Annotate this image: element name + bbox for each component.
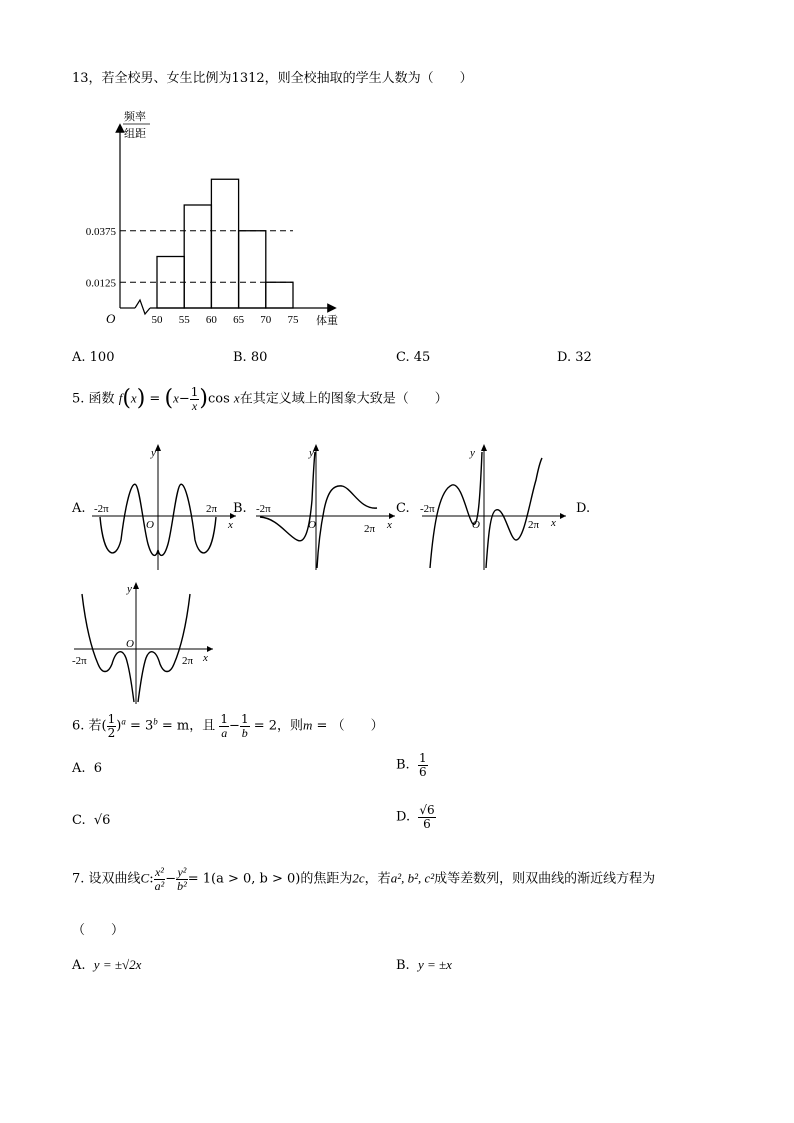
- graph-b-y: y: [309, 447, 314, 459]
- graph-d-x: x: [203, 652, 208, 664]
- graph-b-x: x: [387, 519, 392, 531]
- x-tick-label: 60: [205, 314, 217, 326]
- q13-stem: 13，若全校男、女生比例为1312，则全校抽取的学生人数为（ ）: [72, 71, 473, 86]
- q13-histogram: [70, 100, 360, 335]
- q5-option-d-label[interactable]: D.: [576, 501, 591, 516]
- q7-option-b[interactable]: B. y = ±x: [396, 957, 452, 973]
- graph-c-x: x: [551, 517, 556, 529]
- q5-option-c-label[interactable]: C.: [396, 501, 410, 516]
- ylabel-top: 频率: [124, 111, 146, 123]
- q6-option-d[interactable]: D. $\frac{√6}{6}$: [396, 803, 435, 831]
- graph-a-x: x: [228, 519, 233, 531]
- x-tick-label: 75: [287, 314, 299, 326]
- q5-graph-d[interactable]: [70, 578, 215, 708]
- origin-label: O: [106, 311, 116, 326]
- histogram-bar-3: [211, 179, 238, 308]
- q5-number: 5. 函数: [72, 391, 115, 407]
- graph-d-y: y: [127, 583, 132, 595]
- graph-c-origin: O: [472, 519, 480, 531]
- q5-graph-c[interactable]: [418, 440, 568, 575]
- q7-answer-paren: （ ）: [72, 923, 125, 938]
- graph-b-pos2pi: 2π: [364, 523, 376, 535]
- graph-c-neg2pi: -2π: [420, 503, 435, 515]
- graph-c-pos2pi: 2π: [528, 519, 540, 531]
- q13-option-d[interactable]: D. 32: [557, 350, 592, 365]
- graph-c-y: y: [470, 447, 475, 459]
- x-tick-label: 70: [260, 314, 272, 326]
- x-tick-label: 65: [233, 314, 245, 326]
- histogram-bar-5: [266, 282, 293, 308]
- q13-option-a[interactable]: A. 100: [72, 350, 115, 365]
- xunit-label: 体重: [316, 315, 338, 327]
- graph-a-origin: O: [146, 519, 154, 531]
- histogram-bar-4: [239, 231, 266, 308]
- q6-option-a[interactable]: A. 6: [72, 761, 103, 776]
- graph-b-neg2pi: -2π: [256, 503, 271, 515]
- q5-option-a-label[interactable]: A.: [72, 501, 86, 516]
- q5-fraction: $\frac{1}{x}$: [190, 385, 199, 413]
- q5-graph-a[interactable]: [88, 440, 238, 575]
- graph-a-y: y: [151, 447, 156, 459]
- x-tick-label: 55: [178, 314, 190, 326]
- q5-stem: 5. 函数 f(x) = (x− $\frac{1}{x}$ )cos x在其定义域上的图象大致是（ ）: [72, 385, 448, 413]
- graph-d-origin: O: [126, 638, 134, 650]
- q5-graph-b[interactable]: [252, 440, 397, 575]
- y-tick-label: 0.0375: [85, 225, 116, 238]
- q7-option-a[interactable]: A. y = ±√2x: [72, 957, 142, 973]
- graph-b-origin: O: [308, 519, 316, 531]
- q13-option-c[interactable]: C. 45: [396, 350, 431, 365]
- q6-option-c[interactable]: C. √6: [72, 813, 111, 828]
- q6-stem: 6. 若( $\frac{1}{2}$ )$^a = 3^b = m$，且 $\frac{1}{a}$ − $\frac{1}{b}$ = 2，则m = （ ）: [72, 712, 384, 740]
- graph-a-pos2pi: 2π: [206, 503, 218, 515]
- ylabel-bottom: 组距: [124, 128, 146, 140]
- q7-stem: 7. 设双曲线C: $\frac{\text{x²}}{\text{a²}}$ − $\frac{\text{y²}}{\text{b²}}$ = 1(a > 0, b > 0)的焦距为2c，若a², b², c²成等差数列，则双曲线的渐近线方程为: [72, 865, 656, 893]
- y-tick-label: 0.0125: [85, 277, 116, 290]
- graph-d-neg2pi: -2π: [72, 655, 87, 667]
- axis-break-mark: [135, 300, 150, 314]
- x-tick-label: 50: [151, 314, 163, 326]
- q6-option-b[interactable]: B. $\frac{1}{6}$: [396, 751, 427, 779]
- q13-option-b[interactable]: B. 80: [233, 350, 268, 365]
- q5-option-b-label[interactable]: B.: [233, 501, 247, 516]
- histogram-bar-2: [184, 205, 211, 308]
- q6-base-fraction: $\frac{1}{2}$: [107, 712, 116, 740]
- graph-a-neg2pi: -2π: [94, 503, 109, 515]
- graph-d-pos2pi: 2π: [182, 655, 194, 667]
